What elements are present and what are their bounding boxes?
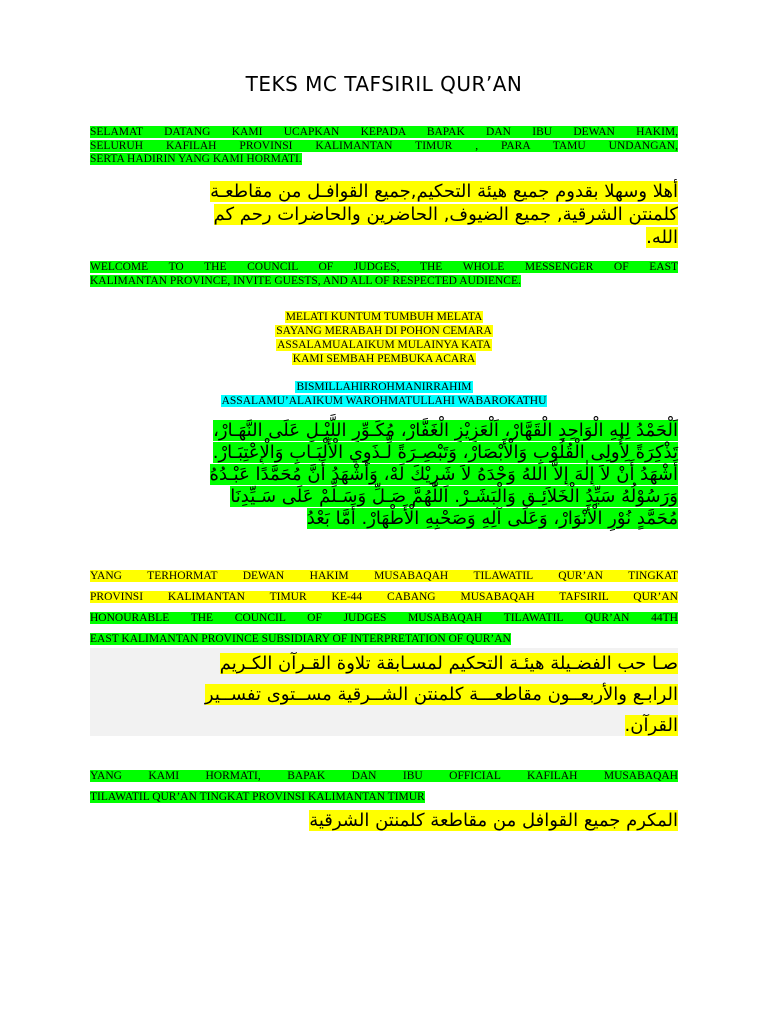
dewan-en-line: HONOURABLE THE COUNCIL OF JUDGES MUSABAQAH TILAWATIL QUR’AN 44TH — [90, 612, 678, 624]
pantun — [90, 310, 678, 366]
dewan-ar-line: الرابـع والأربعــون مقاطعـــة كلمنتن الشــرقية مســتوى تفســير — [204, 684, 678, 705]
welcome-ar-line: أهلا وسهلا بقدوم جميع هيئة التحكيم,جميع القوافـل من مقاطعـة — [210, 181, 678, 202]
hamdalah — [90, 420, 678, 530]
official-arabic — [90, 808, 678, 834]
official-indonesian — [90, 766, 678, 808]
welcome-ar-line: كلمنتن الشرقية, جميع الضيوف, الحاضرين والحاضرات رحم كم — [213, 204, 678, 225]
salam-line: BISMILLAHIRROHMANIRRAHIM — [296, 381, 472, 393]
welcome-ar-line: الله. — [646, 227, 678, 248]
welcome-en-line: KALIMANTAN PROVINCE, INVITE GUESTS, AND ALL OF RESPECTED AUDIENCE. — [90, 274, 521, 287]
welcome-english — [90, 261, 678, 288]
dewan-ar-line: القرآن. — [624, 715, 678, 736]
pantun-line: SAYANG MERABAH DI POHON CEMARA — [276, 325, 492, 337]
welcome-arabic — [90, 180, 678, 249]
hamdalah-line: اَلْحَمْدُ لِلهِ الْوَاحِدِ الْقَهَّارْ، اَلْعَزِيْزِ الْغَفَّارْ، مُكَـوِّرِ اللَّيْـلِ عَلَى النَّهَـارْ، — [213, 420, 678, 441]
welcome-en-line: WELCOME TO THE COUNCIL OF JUDGES, THE WHOLE MESSENGER OF EAST — [90, 261, 678, 273]
welcome-id-line: SERTA HADIRIN YANG KAMI HORMATI. — [90, 153, 302, 165]
pantun-line: MELATI KUNTUM TUMBUH MELATA — [285, 311, 483, 323]
salam-line: ASSALAMU’ALAIKUM WAROHMATULLAHI WABAROKATHU — [221, 395, 547, 407]
hamdalah-line: مُحَمَّدٍ نُوْرِ الْأَنْوَارْ، وَعَلَى آلِهِ وَصَحْبِهِ الْأَطْهَارْ. أَمَّا بَعْدُ — [306, 508, 678, 529]
dewan-arabic — [90, 648, 678, 736]
dewan-english — [90, 608, 678, 650]
dewan-id-line: PROVINSI KALIMANTAN TIMUR KE-44 CABANG MUSABAQAH TAFSIRIL QUR’AN — [90, 591, 678, 603]
pantun-line: ASSALAMUALAIKUM MULAINYA KATA — [277, 339, 491, 351]
dewan-en-line: EAST KALIMANTAN PROVINCE SUBSIDIARY OF INTERPRETATION OF QUR’AN — [90, 633, 511, 645]
dewan-ar-line: صـا حب الفضـيلة هيئـة التحكيم لمسـابقة تلاوة القـرآن الكـريم — [219, 653, 678, 674]
official-id-line: YANG KAMI HORMATI, BAPAK DAN IBU OFFICIAL KAFILAH MUSABAQAH — [90, 770, 678, 782]
salam — [90, 380, 678, 408]
official-id-line: TILAWATIL QUR’AN TINGKAT PROVINSI KALIMANTAN TIMUR — [90, 791, 425, 803]
dewan-id-line: YANG TERHORMAT DEWAN HAKIM MUSABAQAH TILAWATIL QUR’AN TINGKAT — [90, 570, 678, 582]
document-title: TEKS MC TAFSIRIL QUR’AN — [245, 72, 523, 96]
official-ar-line: المكرم جميع القوافل من مقاطعة كلمنتن الشرقية — [309, 810, 678, 831]
dewan-indonesian — [90, 566, 678, 608]
welcome-id-line: SELURUH KAFILAH PROVINSI KALIMANTAN TIMUR , PARA TAMU UNDANGAN, — [90, 139, 678, 152]
pantun-line: KAMI SEMBAH PEMBUKA ACARA — [292, 353, 476, 365]
welcome-id-line: SELAMAT DATANG KAMI UCAPKAN KEPADA BAPAK DAN IBU DEWAN HAKIM, — [90, 126, 678, 138]
welcome-indonesian — [90, 126, 678, 167]
hamdalah-line: تَذْكِرَةً لِأُولِى الْقُلُوْبِ وَالْأَبْصَارْ، وَتَبْصِـرَةً لِّـذَوِي الْأَلْبَـابِ وَالْإِعْتِبَـارْ. — [212, 442, 678, 463]
hamdalah-line: وَرَسُوْلُهُ سَيِّدُ الْخَلاَئِـقِ وَالْبَشَـرْ. اَللّٰهُمَّ صَـلِّ وَسَـلِّمْ عَلَى سَـيِّدِنَا — [230, 486, 678, 507]
hamdalah-line: أَشْهَدُ أَنْ لاَ إِلٰهَ إِلاَّ اللهُ وَحْدَهُ لاَ شَرِيْكَ لَهْ، وَأَشْهَدُ أَنَّ مُحَمَّدًا عَبْـدُهُ — [209, 464, 678, 485]
